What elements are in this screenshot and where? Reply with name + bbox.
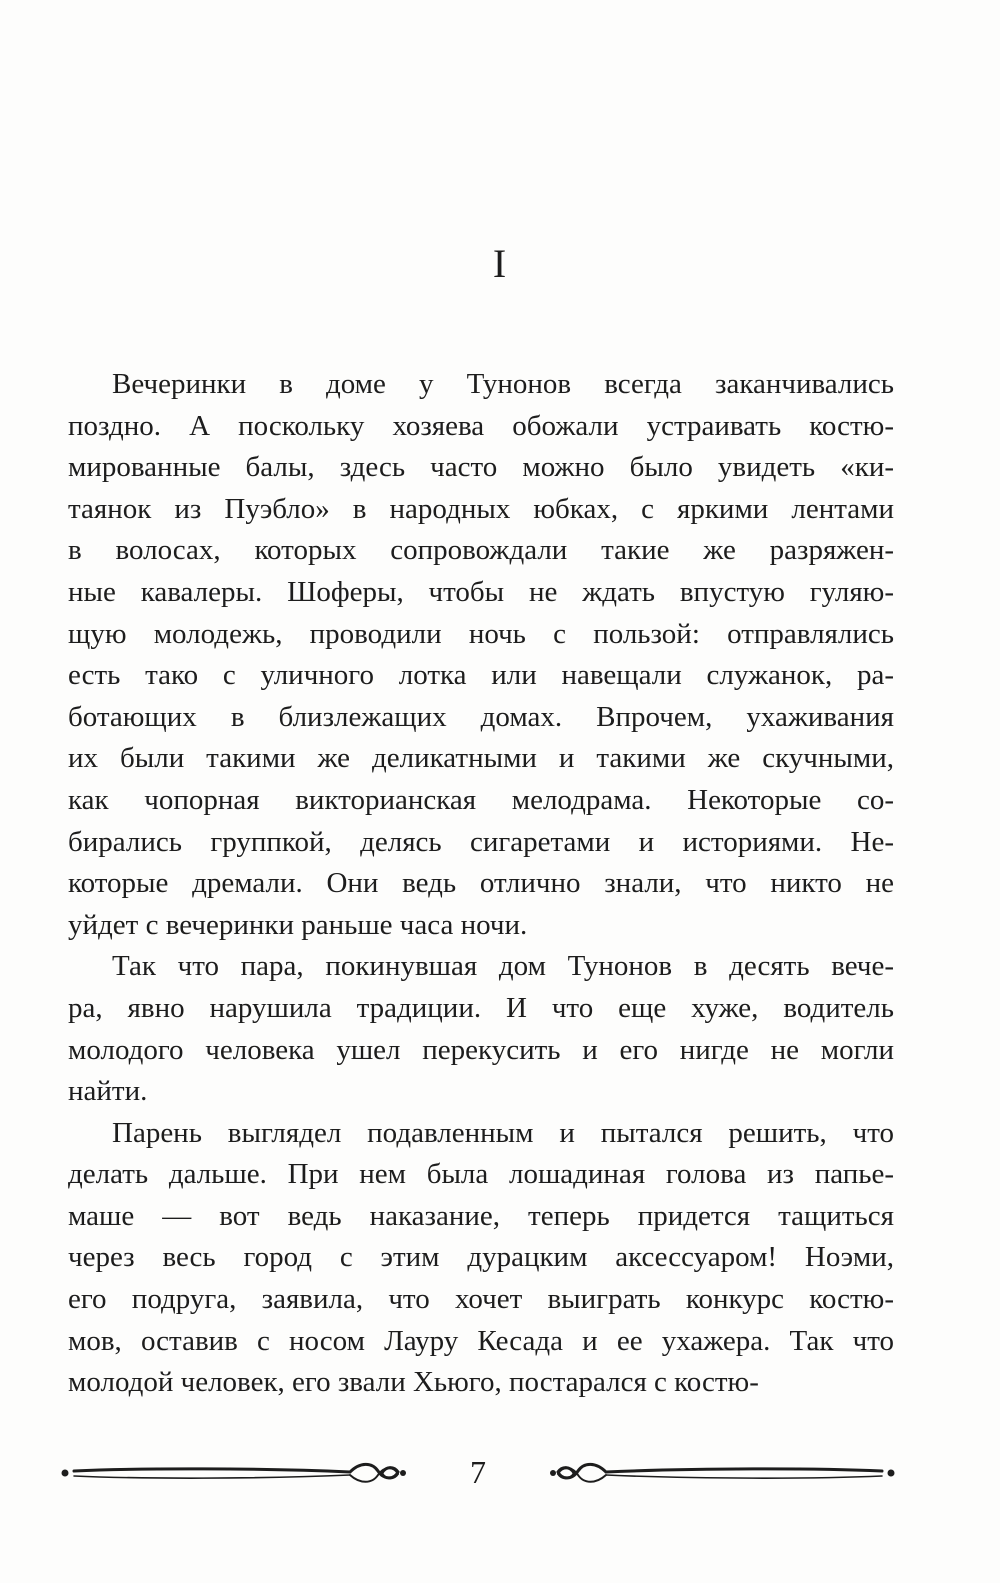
text-line: его подруга, заявила, что хочет выиграть конкурс костю- <box>68 1283 894 1316</box>
text-line: щую молодежь, проводили ночь с пользой: отправлялись <box>68 617 894 650</box>
paragraph <box>68 364 894 946</box>
text-line: ра, явно нарушила традиции. И что еще хуже, водитель <box>68 991 894 1024</box>
text-line: мов, оставив с носом Лауру Кесада и ее ухажера. Так что <box>68 1324 894 1357</box>
text-line: Так что пара, покинувшая дом Тунонов в десять вече- <box>112 950 894 983</box>
text-line: уйдет с вечеринки раньше часа ночи. <box>68 908 528 941</box>
page-footer <box>60 1452 896 1496</box>
text-line: маше — вот ведь наказание, теперь придется тащиться <box>68 1199 894 1232</box>
text-line: Парень выглядел подавленным и пытался решить, что <box>112 1116 894 1149</box>
text-line: есть тако с уличного лотка или навещали служанок, ра- <box>68 659 894 692</box>
footer-ornament-right <box>548 1458 896 1488</box>
text-line: найти. <box>68 1075 148 1108</box>
body-text <box>68 364 894 1404</box>
paragraph <box>68 946 894 1112</box>
text-line: таянок из Пуэбло» в народных юбках, с яркими лентами <box>68 492 894 525</box>
text-line: их были такими же деликатными и такими же скучными, <box>68 742 894 775</box>
text-line: бирались группкой, делясь сигаретами и историями. Не- <box>68 825 894 858</box>
text-line: молодой человек, его звали Хьюго, постарался с костю- <box>68 1366 759 1399</box>
text-line: которые дремали. Они ведь отлично знали, что никто не <box>68 867 894 900</box>
text-line: мированные балы, здесь часто можно было увидеть «ки- <box>68 451 894 484</box>
text-line: ные кавалеры. Шоферы, чтобы не ждать впустую гуляю- <box>68 575 894 608</box>
text-line: ботающих в близлежащих домах. Впрочем, ухаживания <box>68 700 894 733</box>
chapter-title: I <box>492 241 508 286</box>
text-line: через весь город с этим дурацким аксессуаром! Ноэми, <box>68 1241 894 1274</box>
text-line: как чопорная викторианская мелодрама. Некоторые со- <box>68 783 894 816</box>
paragraph <box>68 1113 894 1404</box>
text-line: молодого человека ушел перекусить и его нигде не могли <box>68 1033 894 1066</box>
text-line: в волосах, которых сопровождали такие же разряжен- <box>68 534 894 567</box>
page-number: 7 <box>470 1454 486 1490</box>
text-line: делать дальше. При нем была лошадиная голова из папье- <box>68 1158 894 1191</box>
text-line: поздно. А поскольку хозяева обожали устраивать костю- <box>68 409 894 442</box>
text-line: Вечеринки в доме у Тунонов всегда заканчивались <box>112 368 894 400</box>
